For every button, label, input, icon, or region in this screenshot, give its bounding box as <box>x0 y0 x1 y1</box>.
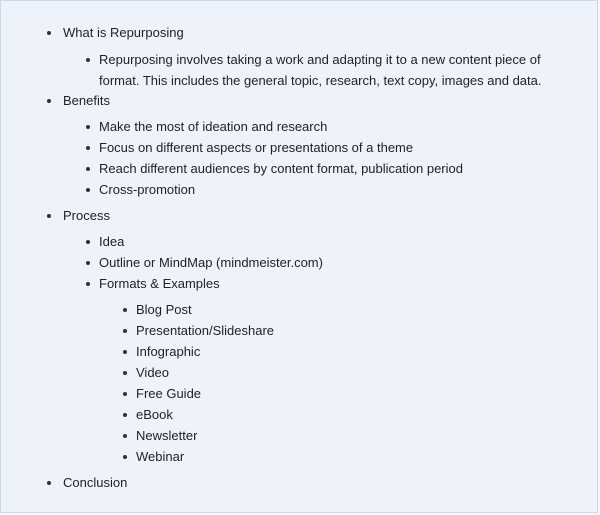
bullet-icon <box>86 58 90 62</box>
benefits-item <box>1 137 413 158</box>
outline-item-what-is <box>1 22 184 43</box>
bullet-icon <box>86 240 90 244</box>
bullet-icon <box>86 125 90 129</box>
benefits-label: Benefits <box>63 93 110 108</box>
outline-item-what-is-desc <box>1 49 600 91</box>
format-item-label: Newsletter <box>136 428 198 443</box>
bullet-icon <box>47 481 51 485</box>
format-item <box>1 404 173 425</box>
conclusion-label: Conclusion <box>63 475 128 490</box>
benefits-item-label: Reach different audiences by content format, publication period <box>99 161 463 176</box>
bullet-icon <box>123 455 127 459</box>
what-is-desc-line-2: format. This includes the general topic, research, text copy, images and data. <box>99 73 542 88</box>
process-item-label: Formats & Examples <box>99 276 220 291</box>
bullet-icon <box>86 146 90 150</box>
format-item <box>1 425 197 446</box>
bullet-icon <box>123 308 127 312</box>
format-item <box>1 383 201 404</box>
format-item <box>1 341 200 362</box>
bullet-icon <box>47 99 51 103</box>
process-label: Process <box>63 208 110 223</box>
bullet-icon <box>86 167 90 171</box>
process-item <box>1 252 323 273</box>
process-item-label: Idea <box>99 234 125 249</box>
outline-item-conclusion <box>1 472 127 493</box>
benefits-item-label: Focus on different aspects or presentations of a theme <box>99 140 414 155</box>
bullet-icon <box>47 31 51 35</box>
format-item-label: Presentation/Slideshare <box>136 323 275 338</box>
format-item-label: Video <box>136 365 170 380</box>
bullet-icon <box>86 188 90 192</box>
outline-item-benefits <box>1 90 110 111</box>
format-item-label: Free Guide <box>136 386 202 401</box>
format-item <box>1 362 169 383</box>
benefits-item <box>1 179 195 200</box>
benefits-item-label: Make the most of ideation and research <box>99 119 328 134</box>
process-item <box>1 231 124 252</box>
bullet-icon <box>86 282 90 286</box>
format-item-label: Blog Post <box>136 302 192 317</box>
benefits-item-label: Cross-promotion <box>99 182 196 197</box>
bullet-icon <box>123 371 127 375</box>
format-item <box>1 320 274 341</box>
process-item <box>1 273 220 294</box>
benefits-item <box>1 158 463 179</box>
bullet-icon <box>123 413 127 417</box>
process-item-label: Outline or MindMap (mindmeister.com) <box>99 255 323 270</box>
what-is-label: What is Repurposing <box>63 25 184 40</box>
what-is-desc-line-1: Repurposing involves taking a work and adapting it to a new content piece of <box>99 52 541 67</box>
bullet-icon <box>86 261 90 265</box>
outline-item-process <box>1 205 110 226</box>
bullet-icon <box>123 392 127 396</box>
format-item <box>1 446 184 467</box>
bullet-icon <box>123 350 127 354</box>
bullet-icon <box>123 329 127 333</box>
bullet-icon <box>123 434 127 438</box>
format-item-label: Infographic <box>136 344 201 359</box>
format-item <box>1 299 192 320</box>
format-item-label: Webinar <box>136 449 185 464</box>
benefits-item <box>1 116 327 137</box>
format-item-label: eBook <box>136 407 173 422</box>
bullet-icon <box>47 214 51 218</box>
